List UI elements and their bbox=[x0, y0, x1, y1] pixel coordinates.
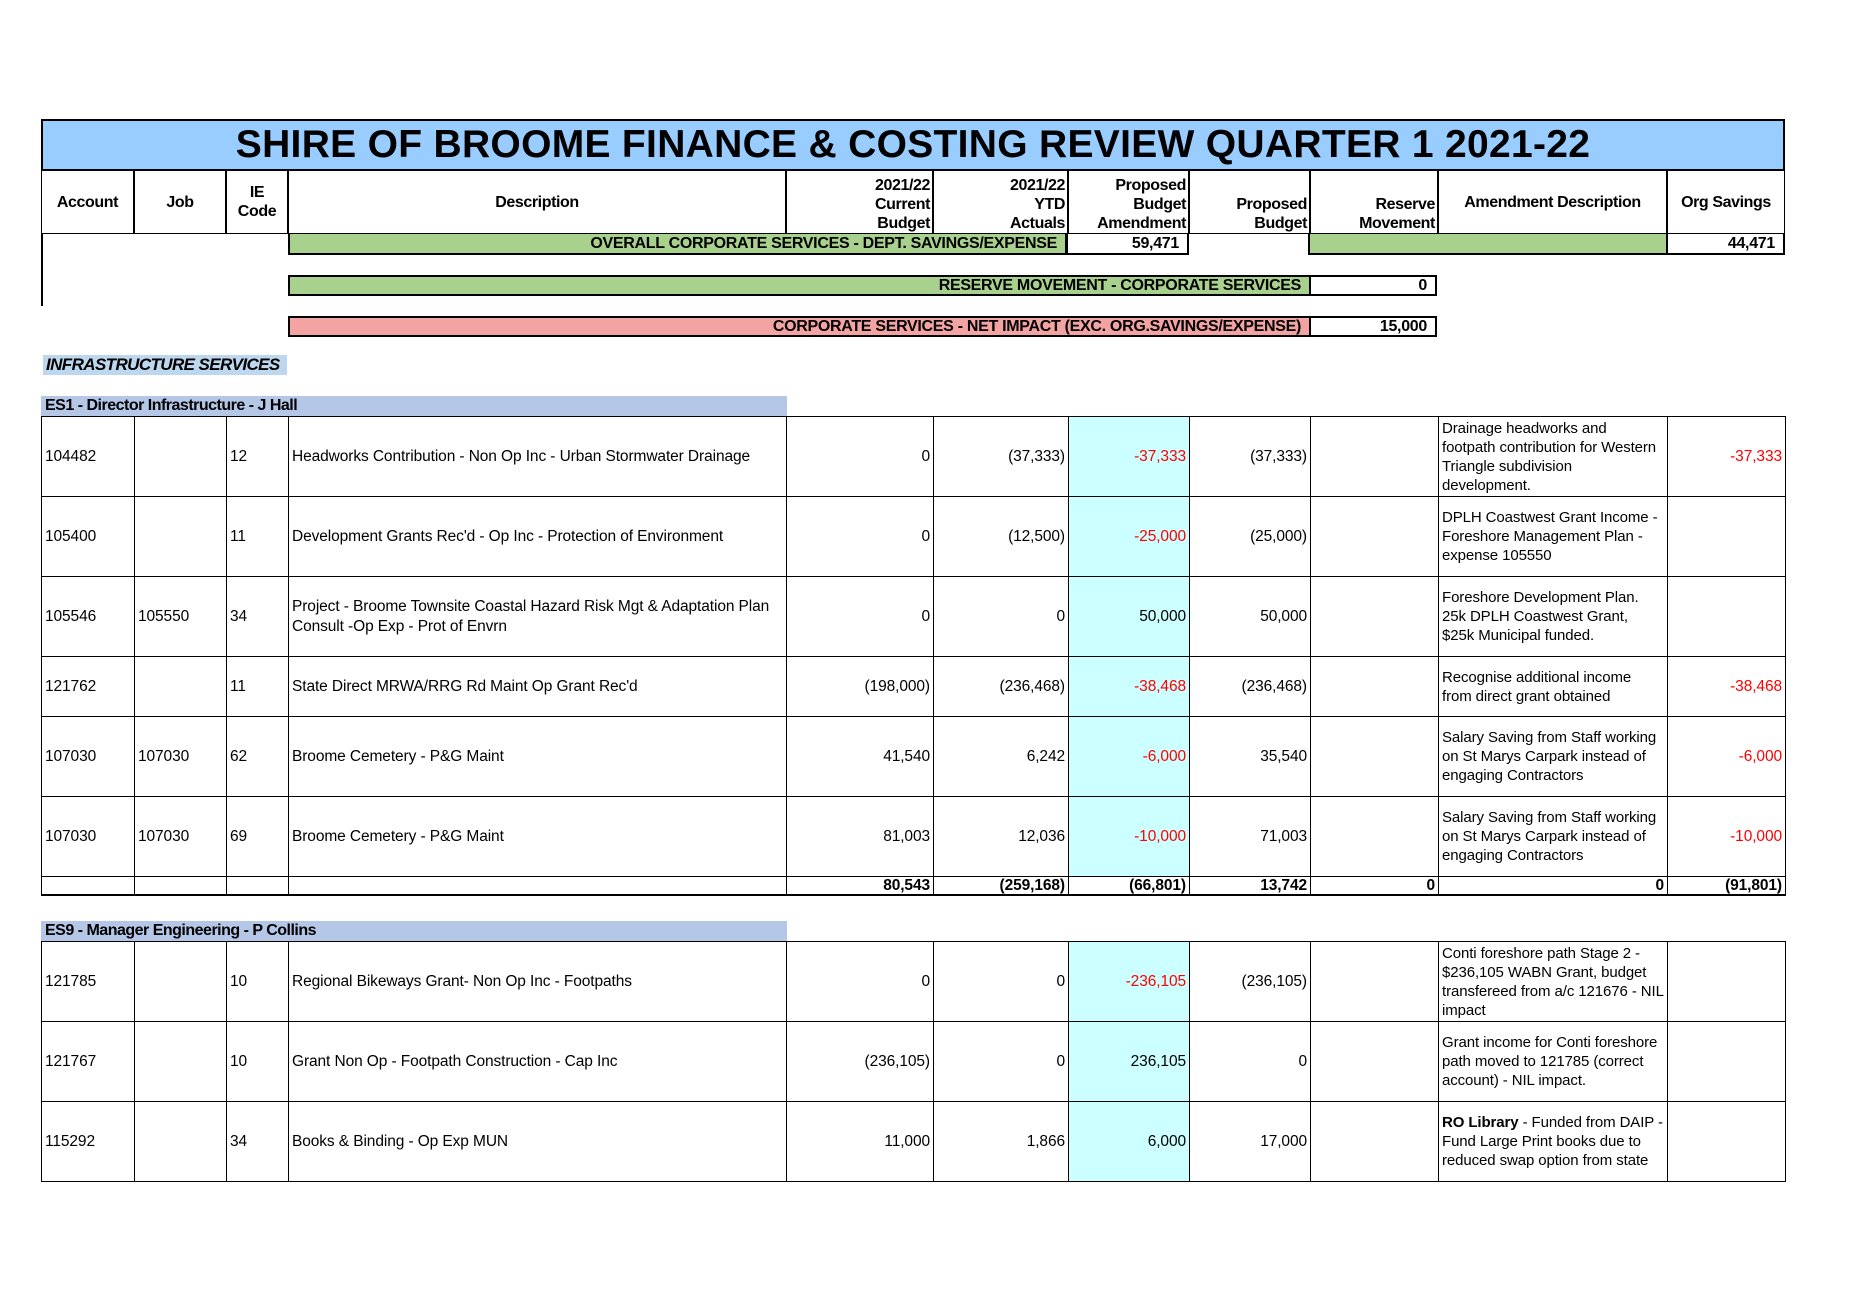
cell-account bbox=[41, 496, 135, 577]
cell-org bbox=[1667, 716, 1786, 797]
cell-ie bbox=[226, 1101, 289, 1182]
left-border bbox=[41, 234, 43, 306]
cell-ie bbox=[226, 796, 289, 877]
cell-amend-desc bbox=[1438, 1101, 1668, 1182]
cell-desc bbox=[288, 796, 787, 877]
cell-text: -25,000 bbox=[1134, 527, 1186, 545]
cell-text: 11 bbox=[230, 527, 246, 545]
cell-reserve bbox=[1310, 716, 1439, 797]
cell-text: (37,333) bbox=[1250, 447, 1307, 465]
cell-proposed bbox=[1189, 796, 1311, 877]
cell-ie bbox=[226, 1021, 289, 1102]
total-desc bbox=[288, 876, 787, 896]
cell-proposed bbox=[1189, 1101, 1311, 1182]
amendment-description-text bbox=[1442, 808, 1664, 865]
amendment-description-body: Grant income for Conti foreshore path moved to 121785 (correct account) - NIL impact. bbox=[1442, 1034, 1658, 1089]
cell-desc bbox=[288, 716, 787, 797]
cell-amend bbox=[1068, 1021, 1190, 1102]
amendment-description-text bbox=[1442, 419, 1664, 495]
total-text: 0 bbox=[1426, 876, 1435, 894]
cell-text: 236,105 bbox=[1130, 1052, 1186, 1070]
cell-job bbox=[134, 576, 227, 657]
cell-org bbox=[1667, 656, 1786, 717]
amendment-description-body: Salary Saving from Staff working on St Marys Carpark instead of engaging Contractors bbox=[1442, 809, 1657, 864]
cell-ytd bbox=[933, 1101, 1069, 1182]
cell-amend bbox=[1068, 416, 1190, 497]
cell-text: Regional Bikeways Grant- Non Op Inc - Footpaths bbox=[292, 972, 632, 990]
cell-desc bbox=[288, 496, 787, 577]
cell-amend bbox=[1068, 941, 1190, 1022]
header-ie-code-part: IE bbox=[249, 184, 265, 201]
cell-text: State Direct MRWA/RRG Rd Maint Op Grant Rec'd bbox=[292, 677, 638, 695]
cell-ytd bbox=[933, 496, 1069, 577]
amendment-description-text bbox=[1442, 1033, 1664, 1090]
cell-ie bbox=[226, 576, 289, 657]
cell-text: 105546 bbox=[45, 607, 97, 625]
cell-text: 62 bbox=[230, 747, 248, 765]
total-amend bbox=[1068, 876, 1190, 896]
cell-desc bbox=[288, 941, 787, 1022]
cell-current bbox=[786, 1021, 934, 1102]
cell-text: 0 bbox=[1056, 972, 1065, 990]
group-title-es9: ES9 - Manager Engineering - P Collins bbox=[41, 921, 787, 941]
amendment-description-body: Salary Saving from Staff working on St Marys Carpark instead of engaging Contractors bbox=[1442, 729, 1657, 784]
overall-corporate-value: 59,471 bbox=[1066, 234, 1189, 255]
cell-proposed bbox=[1189, 416, 1311, 497]
cell-text: (236,468) bbox=[1241, 677, 1307, 695]
cell-amend-desc bbox=[1438, 496, 1668, 577]
cell-text: 0 bbox=[921, 527, 930, 545]
total-ytd bbox=[933, 876, 1069, 896]
cell-account bbox=[41, 416, 135, 497]
cell-text: -10,000 bbox=[1134, 827, 1186, 845]
cell-amend-desc bbox=[1438, 941, 1668, 1022]
cell-desc bbox=[288, 576, 787, 657]
cell-current bbox=[786, 656, 934, 717]
cell-text: 11 bbox=[230, 677, 246, 695]
cell-text: (12,500) bbox=[1008, 527, 1065, 545]
cell-org bbox=[1667, 1101, 1786, 1182]
cell-text: 0 bbox=[921, 447, 930, 465]
cell-amend bbox=[1068, 716, 1190, 797]
cell-job bbox=[134, 1101, 227, 1182]
cell-text: -6,000 bbox=[1738, 747, 1782, 765]
header-ytd-l3: Actuals bbox=[1010, 215, 1065, 232]
overall-green-band bbox=[1308, 234, 1668, 255]
sheet-title: SHIRE OF BROOME FINANCE & COSTING REVIEW QUARTER 1 2021-22 bbox=[41, 119, 1785, 170]
cell-account bbox=[41, 1021, 135, 1102]
total-text: 13,742 bbox=[1260, 876, 1307, 894]
net-impact-value: 15,000 bbox=[1309, 316, 1437, 337]
total-ie bbox=[226, 876, 289, 896]
cell-text: 115292 bbox=[45, 1132, 95, 1150]
header-current-budget-l3: Budget bbox=[877, 215, 930, 232]
cell-reserve bbox=[1310, 796, 1439, 877]
total-text: (259,168) bbox=[999, 876, 1065, 894]
cell-ie bbox=[226, 716, 289, 797]
cell-reserve bbox=[1310, 1021, 1439, 1102]
total-proposed bbox=[1189, 876, 1311, 896]
cell-amend bbox=[1068, 1101, 1190, 1182]
cell-desc bbox=[288, 1021, 787, 1102]
cell-account bbox=[41, 576, 135, 657]
header-ytd-l1: 2021/22 bbox=[1009, 177, 1065, 194]
cell-text: 104482 bbox=[45, 447, 97, 465]
cell-text: 0 bbox=[1056, 1052, 1065, 1070]
cell-amend-desc bbox=[1438, 656, 1668, 717]
amendment-description-body: Drainage headworks and footpath contribution for Western Triangle subdivision development. bbox=[1442, 419, 1657, 494]
cell-text: (236,105) bbox=[1241, 972, 1307, 990]
cell-text: -38,468 bbox=[1134, 677, 1186, 695]
header-amendment-description: Amendment Description bbox=[1438, 170, 1667, 234]
cell-text: 6,000 bbox=[1147, 1132, 1186, 1150]
cell-org bbox=[1667, 496, 1786, 577]
overall-org-savings-value: 44,471 bbox=[1666, 234, 1785, 255]
cell-text: 12 bbox=[230, 447, 248, 465]
cell-current bbox=[786, 796, 934, 877]
reserve-movement-label: RESERVE MOVEMENT - CORPORATE SERVICES bbox=[288, 275, 1311, 296]
cell-reserve bbox=[1310, 941, 1439, 1022]
cell-account bbox=[41, 796, 135, 877]
cell-proposed bbox=[1189, 716, 1311, 797]
cell-account bbox=[41, 941, 135, 1022]
header-proposed-l1: Proposed bbox=[1236, 196, 1307, 213]
total-text: (91,801) bbox=[1725, 876, 1782, 894]
cell-text: 35,540 bbox=[1260, 747, 1307, 765]
cell-text: Broome Cemetery - P&G Maint bbox=[292, 747, 504, 765]
amendment-description-body: Foreshore Development Plan. 25k DPLH Coastwest Grant, $25k Municipal funded. bbox=[1442, 589, 1639, 644]
cell-text: -236,105 bbox=[1125, 972, 1186, 990]
cell-org bbox=[1667, 796, 1786, 877]
total-text: 0 bbox=[1655, 876, 1664, 894]
header-proposed-l2: Budget bbox=[1254, 215, 1307, 232]
amendment-description-body: DPLH Coastwest Grant Income - Foreshore Management Plan - expense 105550 bbox=[1442, 509, 1658, 564]
cell-reserve bbox=[1310, 576, 1439, 657]
cell-text: 0 bbox=[1056, 607, 1065, 625]
cell-text: Broome Cemetery - P&G Maint bbox=[292, 827, 504, 845]
header-current-budget-l1: 2021/22 bbox=[874, 177, 930, 194]
cell-text: 107030 bbox=[138, 827, 190, 845]
cell-ie bbox=[226, 416, 289, 497]
cell-text: 6,242 bbox=[1026, 747, 1065, 765]
cell-current bbox=[786, 576, 934, 657]
total-reserve bbox=[1310, 876, 1439, 896]
cell-text: -37,333 bbox=[1134, 447, 1186, 465]
cell-desc bbox=[288, 656, 787, 717]
cell-text: (37,333) bbox=[1008, 447, 1065, 465]
amendment-description-text bbox=[1442, 588, 1664, 645]
cell-text: -10,000 bbox=[1730, 827, 1782, 845]
cell-text: 17,000 bbox=[1260, 1132, 1307, 1150]
header-ytd-l2: YTD bbox=[1034, 196, 1065, 213]
cell-text: Project - Broome Townsite Coastal Hazard Risk Mgt & Adaptation Plan Consult -Op Exp - Prot of Envrn bbox=[292, 597, 770, 635]
cell-text: 50,000 bbox=[1260, 607, 1307, 625]
cell-reserve bbox=[1310, 1101, 1439, 1182]
cell-ie bbox=[226, 941, 289, 1022]
cell-text: (236,468) bbox=[999, 677, 1065, 695]
cell-amend bbox=[1068, 496, 1190, 577]
cell-text: Development Grants Rec'd - Op Inc - Protection of Environment bbox=[292, 527, 724, 545]
cell-org bbox=[1667, 1021, 1786, 1102]
cell-text: 0 bbox=[921, 972, 930, 990]
cell-text: 105550 bbox=[138, 607, 190, 625]
cell-job bbox=[134, 416, 227, 497]
cell-ytd bbox=[933, 656, 1069, 717]
cell-text: 121762 bbox=[45, 677, 97, 695]
cell-text: 1,866 bbox=[1026, 1132, 1065, 1150]
cell-desc bbox=[288, 416, 787, 497]
cell-org bbox=[1667, 941, 1786, 1022]
cell-text: -6,000 bbox=[1142, 747, 1186, 765]
header-current-budget bbox=[786, 170, 933, 234]
cell-job bbox=[134, 941, 227, 1022]
total-amend-desc bbox=[1438, 876, 1668, 896]
cell-proposed bbox=[1189, 496, 1311, 577]
header-budget-amendment bbox=[1068, 170, 1189, 234]
group-title-es1: ES1 - Director Infrastructure - J Hall bbox=[41, 396, 787, 416]
reserve-movement-value: 0 bbox=[1309, 275, 1437, 296]
cell-text: 105400 bbox=[45, 527, 97, 545]
cell-reserve bbox=[1310, 416, 1439, 497]
header-ytd-actuals bbox=[933, 170, 1068, 234]
total-current bbox=[786, 876, 934, 896]
total-account bbox=[41, 876, 135, 896]
amendment-description-body: Recognise additional income from direct grant obtained bbox=[1442, 668, 1632, 705]
cell-amend-desc bbox=[1438, 1021, 1668, 1102]
cell-ytd bbox=[933, 1021, 1069, 1102]
header-reserve-movement bbox=[1310, 170, 1438, 234]
cell-text: (198,000) bbox=[864, 677, 930, 695]
cell-text: 107030 bbox=[45, 827, 97, 845]
cell-text: Headworks Contribution - Non Op Inc - Urban Stormwater Drainage bbox=[292, 447, 751, 465]
header-description: Description bbox=[288, 170, 786, 234]
section-title: INFRASTRUCTURE SERVICES bbox=[43, 355, 287, 375]
amendment-description-text bbox=[1442, 1113, 1664, 1170]
cell-text: 71,003 bbox=[1260, 827, 1307, 845]
cell-proposed bbox=[1189, 656, 1311, 717]
cell-text: 107030 bbox=[45, 747, 97, 765]
cell-text: 0 bbox=[921, 607, 930, 625]
cell-job bbox=[134, 496, 227, 577]
cell-text: (25,000) bbox=[1250, 527, 1307, 545]
amendment-description-body: - Funded from DAIP - Fund Large Print books due to reduced swap option from state bbox=[1442, 1114, 1663, 1169]
header-amend-l2: Budget bbox=[1133, 196, 1186, 213]
cell-proposed bbox=[1189, 1021, 1311, 1102]
cell-account bbox=[41, 656, 135, 717]
cell-text: 107030 bbox=[138, 747, 190, 765]
cell-ytd bbox=[933, 796, 1069, 877]
amendment-description-bold: RO Library bbox=[1442, 1114, 1519, 1131]
cell-ie bbox=[226, 496, 289, 577]
cell-text: -37,333 bbox=[1730, 447, 1782, 465]
cell-ytd bbox=[933, 716, 1069, 797]
cell-current bbox=[786, 1101, 934, 1182]
cell-account bbox=[41, 1101, 135, 1182]
cell-amend bbox=[1068, 796, 1190, 877]
header-job: Job bbox=[134, 170, 226, 234]
cell-text: -38,468 bbox=[1730, 677, 1782, 695]
cell-text: 10 bbox=[230, 972, 248, 990]
cell-text: 69 bbox=[230, 827, 248, 845]
header-amend-l1: Proposed bbox=[1115, 177, 1186, 194]
cell-current bbox=[786, 941, 934, 1022]
cell-text: 81,003 bbox=[883, 827, 930, 845]
amendment-description-body: Conti foreshore path Stage 2 - $236,105 WABN Grant, budget transfereed from a/c 121676 - NIL impact bbox=[1442, 944, 1664, 1019]
cell-text: 50,000 bbox=[1139, 607, 1186, 625]
cell-job bbox=[134, 796, 227, 877]
cell-proposed bbox=[1189, 576, 1311, 657]
cell-text: 41,540 bbox=[883, 747, 930, 765]
cell-desc bbox=[288, 1101, 787, 1182]
cell-org bbox=[1667, 416, 1786, 497]
cell-text: 10 bbox=[230, 1052, 248, 1070]
header-ie-code bbox=[226, 170, 288, 234]
amendment-description-text bbox=[1442, 728, 1664, 785]
header-proposed-budget bbox=[1189, 170, 1310, 234]
cell-ytd bbox=[933, 416, 1069, 497]
cell-org bbox=[1667, 576, 1786, 657]
cell-job bbox=[134, 716, 227, 797]
cell-current bbox=[786, 496, 934, 577]
cell-text: 121785 bbox=[45, 972, 97, 990]
cell-ytd bbox=[933, 576, 1069, 657]
amendment-description-text bbox=[1442, 508, 1664, 565]
header-reserve-l1: Reserve bbox=[1375, 196, 1435, 213]
cell-text: 11,000 bbox=[884, 1132, 930, 1150]
cell-text: (236,105) bbox=[864, 1052, 930, 1070]
cell-text: 12,036 bbox=[1018, 827, 1065, 845]
cell-amend-desc bbox=[1438, 416, 1668, 497]
cell-text: 34 bbox=[230, 607, 248, 625]
cell-amend-desc bbox=[1438, 576, 1668, 657]
cell-text: 121767 bbox=[45, 1052, 97, 1070]
cell-amend-desc bbox=[1438, 716, 1668, 797]
cell-text: Grant Non Op - Footpath Construction - Cap Inc bbox=[292, 1052, 618, 1070]
cell-amend bbox=[1068, 656, 1190, 717]
cell-amend-desc bbox=[1438, 796, 1668, 877]
total-text: (66,801) bbox=[1129, 876, 1186, 894]
cell-current bbox=[786, 416, 934, 497]
cell-job bbox=[134, 656, 227, 717]
header-ie-code-part: Code bbox=[237, 203, 277, 220]
cell-reserve bbox=[1310, 496, 1439, 577]
header-reserve-l2: Movement bbox=[1359, 215, 1435, 232]
cell-amend bbox=[1068, 576, 1190, 657]
cell-proposed bbox=[1189, 941, 1311, 1022]
overall-corporate-label: OVERALL CORPORATE SERVICES - DEPT. SAVINGS/EXPENSE bbox=[288, 234, 1067, 255]
amendment-description-text bbox=[1442, 944, 1664, 1020]
cell-text: Books & Binding - Op Exp MUN bbox=[292, 1132, 509, 1150]
header-amend-l3: Amendment bbox=[1097, 215, 1186, 232]
cell-current bbox=[786, 716, 934, 797]
header-current-budget-l2: Current bbox=[875, 196, 930, 213]
cell-job bbox=[134, 1021, 227, 1102]
amendment-description-text bbox=[1442, 668, 1664, 706]
total-text: 80,543 bbox=[883, 876, 930, 894]
cell-text: 34 bbox=[230, 1132, 248, 1150]
cell-reserve bbox=[1310, 656, 1439, 717]
cell-account bbox=[41, 716, 135, 797]
total-org bbox=[1667, 876, 1786, 896]
cell-ie bbox=[226, 656, 289, 717]
net-impact-label: CORPORATE SERVICES - NET IMPACT (EXC. ORG.SAVINGS/EXPENSE) bbox=[288, 316, 1311, 337]
header-org-savings: Org Savings bbox=[1667, 170, 1785, 234]
header-account: Account bbox=[41, 170, 134, 234]
cell-ytd bbox=[933, 941, 1069, 1022]
cell-text: 0 bbox=[1298, 1052, 1307, 1070]
total-job bbox=[134, 876, 227, 896]
